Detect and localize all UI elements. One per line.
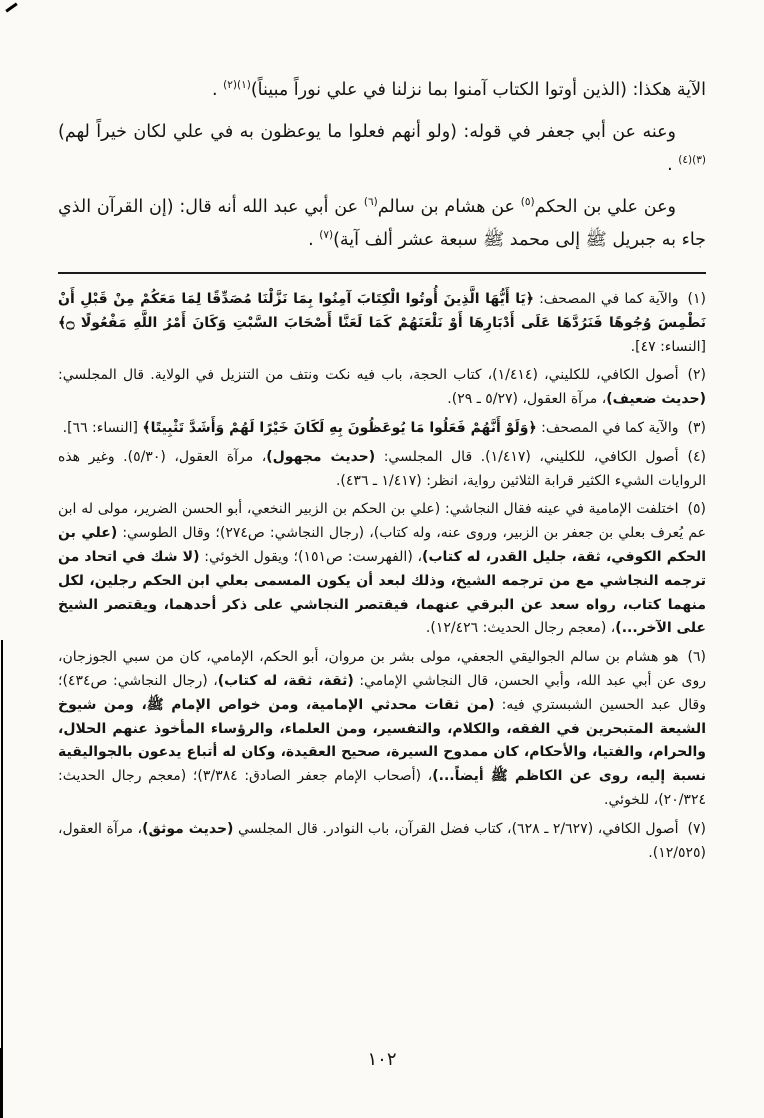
text-segment: ، (الفهرست: ص١٥١)؛ ويقول الخوئي: bbox=[199, 548, 423, 565]
text-segment: ، مرآة العقول، (١٢/٥٢٥). bbox=[58, 820, 706, 861]
text-segment: ، مرآة العقول، (٥/٣٠). وغير هذه الروايات الشيء الكثير قرابة الثلاثين رواية، انظر: (١/٤١٧ ـ ٤٣٦). bbox=[58, 448, 706, 489]
footnote-ref: (٧) bbox=[319, 229, 334, 242]
text-segment: . bbox=[212, 80, 224, 100]
paragraph-1 bbox=[58, 74, 706, 108]
emphasis-segment: (حديث موثق) bbox=[142, 820, 234, 837]
text-segment: عن أبي عبد الله أنه قال: (إن القرآن الذي جاء به جبريل ﷺ إلى محمد ﷺ سبعة عشر ألف آية) bbox=[58, 196, 706, 251]
text-segment: وعنه عن أبي جعفر في قوله: (ولو أنهم فعلوا ما يوعظون به في علي لكان خيراً لهم) bbox=[58, 121, 676, 142]
quran-verse: ﴿وَلَوْ أَنَّهُمْ فَعَلُوا مَا يُوعَظُونَ بِهِ لَكَانَ خَيْرًا لَهُمْ وَأَشَدَّ تَثْبِيتًا﴾ bbox=[142, 419, 537, 436]
text-segment: أصول الكافي، للكليني، (١/٤١٧). قال المجلسي: bbox=[375, 448, 679, 465]
emphasis-segment: (حديث ضعيف) bbox=[606, 391, 706, 408]
scan-artifact-top-left bbox=[5, 3, 17, 13]
footnote-number: (٢) bbox=[687, 367, 706, 384]
quran-verse: ﴿يَا أَيُّهَا الَّذِينَ أُوتُوا الْكِتَابَ آمِنُوا بِمَا نَزَّلْنَا مُصَدِّقًا لِمَا مَعَكُمْ مِنْ قَبْلِ أَنْ نَطْمِسَ وُجُوهًا فَنَرُدَّهَا عَلَى أَدْبَارِهَا أَوْ نَلْعَنَهُمْ كَمَا لَعَنَّا أَصْحَابَ السَّبْتِ وَكَانَ أَمْرُ اللَّهِ مَفْعُولًا ۝﴾ bbox=[58, 290, 706, 331]
footnote-ref: (٦) bbox=[363, 195, 378, 208]
footnote-number: (٥) bbox=[687, 501, 706, 518]
footnote-number: (١) bbox=[687, 290, 707, 307]
text-segment: [النساء: ٦٦]. bbox=[62, 419, 143, 436]
text-segment: الآية هكذا: (الذين أوتوا الكتاب آمنوا بما نزلنا في علي نوراً مبيناً) bbox=[250, 80, 706, 100]
footnote-7 bbox=[58, 818, 706, 866]
scan-artifact-left-edge bbox=[1, 640, 3, 1118]
paragraph-2 bbox=[58, 116, 706, 183]
footnote-ref: (٥) bbox=[520, 195, 535, 208]
emphasis-segment: (ثقة، ثقة، له كتاب) bbox=[217, 672, 354, 689]
footnote-ref: (١)(٢) bbox=[223, 79, 251, 91]
footnote-number: (٦) bbox=[687, 649, 706, 666]
text-segment: والآية كما في المصحف: bbox=[533, 290, 679, 307]
main-text bbox=[58, 74, 706, 258]
text-segment: اختلفت الإمامية في عينه فقال النجاشي: (علي بن الحكم بن الزبير النخعي، أبو الحسن الضرير، مولى له ابن عم يُعرف بعلي بن جعفر بن الزبير، وروى عنه، وله كتاب)، (رجال النجاشي: ص٢٧٤)؛ وقال الطوسي: bbox=[58, 501, 706, 542]
emphasis-segment: (علي بن الحكم الكوفي، ثقة، جليل القدر، له كتاب) bbox=[58, 525, 707, 565]
text-segment: أصول الكافي، (٢/٦٢٧ ـ ٦٢٨)، كتاب فضل القرآن، باب النوادر. قال المجلسي bbox=[233, 820, 679, 837]
text-segment: . bbox=[667, 155, 679, 176]
footnotes-section bbox=[58, 288, 706, 865]
text-segment: ، (أصحاب الإمام جعفر الصادق: ٣/٣٨٤)؛ (معجم رجال الحديث: ٢٠/٣٢٤)، للخوئي. bbox=[58, 768, 706, 808]
text-segment: وعن علي بن الحكم bbox=[534, 196, 676, 217]
page-number: ١٠٢ bbox=[367, 1049, 397, 1070]
footnote-5 bbox=[58, 498, 706, 641]
text-segment: [النساء: ٤٧]. bbox=[630, 338, 706, 355]
text-segment: والآية كما في المصحف: bbox=[536, 419, 679, 436]
emphasis-segment: (من ثقات محدثي الإمامية، ومن خواص الإمام ﷺ، ومن شيوخ الشيعة المتبحرين في الفقه، والكلام، والتفسير، ومن العلماء، والرؤساء المأخوذ عنهم الحلال، والحرام، والفتيا، والأحكام، كان ممدوح السيرة، صحيح العقيدة، وكان له أتباع يدعون بالجواليقية نسبة إليه، روى عن الكاظم ﷺ أيضاً...) bbox=[58, 696, 707, 785]
footnote-ref: (٣)(٤) bbox=[678, 154, 706, 167]
footnote-6 bbox=[58, 646, 706, 813]
text-segment: . bbox=[308, 230, 320, 251]
emphasis-segment: (لا شك في اتحاد من ترجمه النجاشي مع من ترجمه الشيخ، وذلك لبعد أن يكون المسمى بعلي ابن الحكم رجلين، لكل منهما كتاب، رواه سعد عن البرقي عنهما، فيقتصر النجاشي على ذكر أحدهما، ويقتصر الشيخ على الآخر...) bbox=[58, 548, 706, 637]
text-segment: عن هشام بن سالم bbox=[377, 196, 521, 217]
emphasis-segment: (حديث مجهول) bbox=[266, 448, 376, 465]
footnote-number: (٧) bbox=[687, 820, 707, 837]
footnote-number: (٣) bbox=[687, 419, 706, 436]
footnote-number: (٤) bbox=[687, 448, 706, 465]
footnote-4 bbox=[58, 446, 706, 494]
text-segment: ، (رجال النجاشي: ص٤٣٤)؛ وقال عبد الحسين الشبستري فيه: bbox=[58, 672, 706, 713]
paragraph-3 bbox=[58, 191, 706, 258]
footnote-separator bbox=[58, 272, 706, 274]
text-segment: ، مرآة العقول، (٥/٢٧ ـ ٢٩). bbox=[447, 391, 607, 408]
footnote-2 bbox=[58, 364, 706, 412]
text-segment: هو هشام بن سالم الجواليقي الجعفي، مولى بشر بن مروان، أبو الحكم، الإمامي، كان من سبي الجوزجان، روى عن أبي عبد الله، وأبي الحسن، قال النجاشي الإمامي: bbox=[58, 649, 706, 689]
footnote-3 bbox=[58, 417, 706, 441]
footnote-1 bbox=[58, 288, 706, 359]
text-segment: أصول الكافي، للكليني، (١/٤١٤)، كتاب الحجة، باب فيه نكت ونتف من التنزيل في الولاية. قال المجلسي: bbox=[58, 367, 679, 384]
text-segment: ، (معجم رجال الحديث: ١٢/٤٢٦). bbox=[425, 620, 616, 637]
